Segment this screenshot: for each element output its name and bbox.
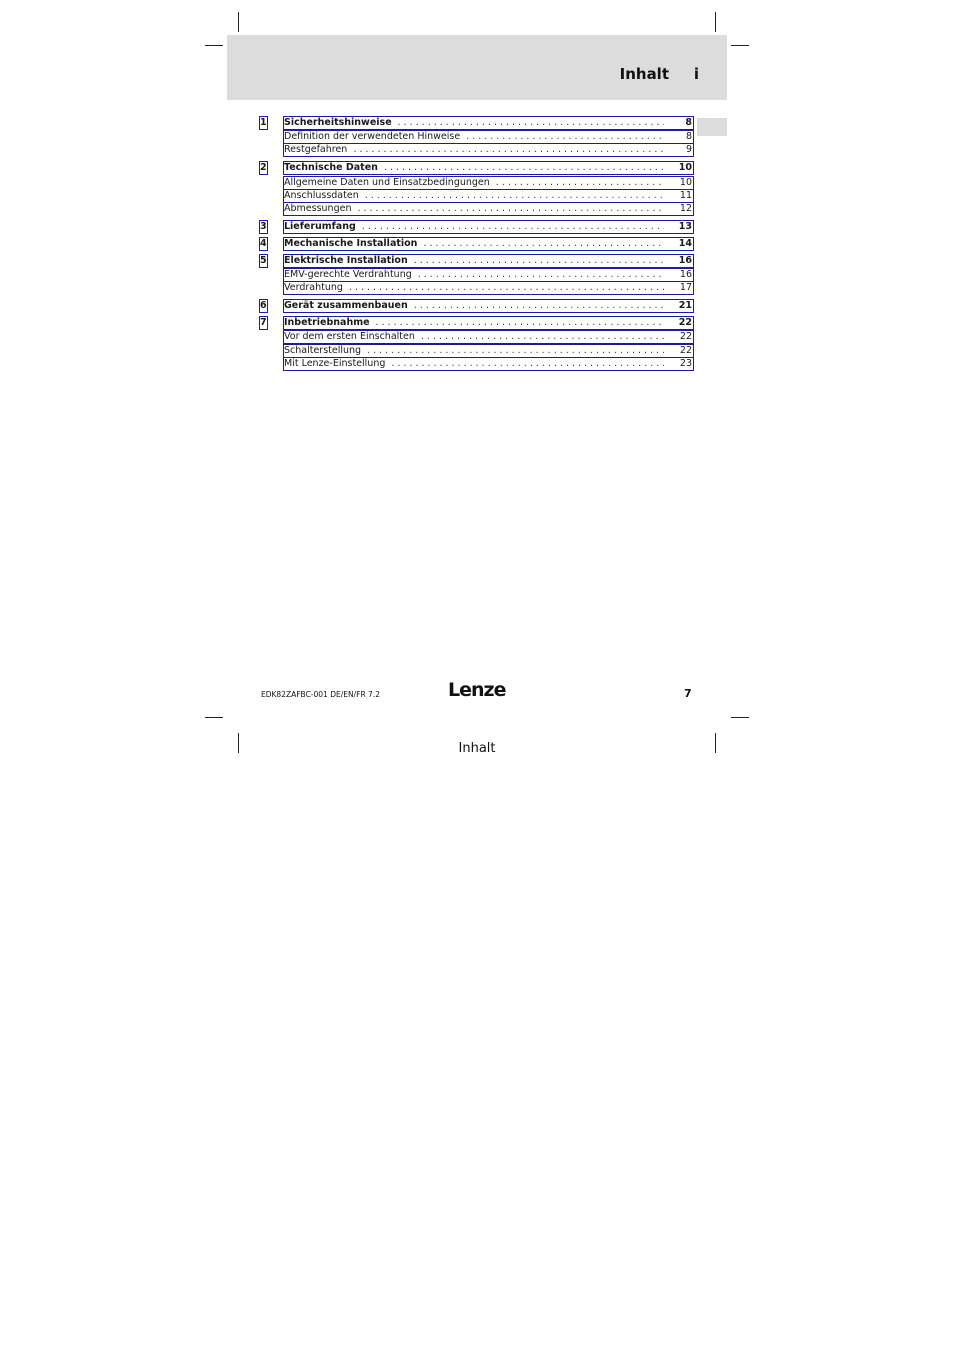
dot-leader <box>391 358 664 370</box>
toc-entry-label: EMV-gerechte Verdrahtung <box>284 269 412 280</box>
toc-page-number: 16 <box>679 269 692 280</box>
toc-chapter-number[interactable]: 5 <box>260 255 267 266</box>
toc-section-entry[interactable] <box>284 269 693 281</box>
toc-entry-label: Anschlussdaten <box>284 190 359 201</box>
toc-page-number: 11 <box>679 190 692 201</box>
toc-page-number: 9 <box>685 144 692 155</box>
toc-page-number: 10 <box>678 162 692 173</box>
toc-entry-label: Elektrische Installation <box>284 255 408 266</box>
toc-section-entry[interactable] <box>284 131 693 143</box>
toc-page-number: 16 <box>678 255 692 266</box>
toc-section-entry[interactable] <box>284 203 693 215</box>
document-id: EDK82ZAFBC-001 DE/EN/FR 7.2 <box>261 690 380 699</box>
toc-chapter-entry[interactable] <box>284 317 693 329</box>
toc-page-number: 14 <box>678 238 692 249</box>
toc-section-entry[interactable] <box>284 331 693 343</box>
section-marker: i <box>693 65 699 83</box>
page-number: 7 <box>684 687 692 700</box>
lenze-logo: Lenze <box>448 679 506 701</box>
toc-chapter-number[interactable]: 6 <box>260 300 267 311</box>
dot-leader <box>357 203 664 215</box>
crop-mark <box>715 12 716 32</box>
toc-chapter-number[interactable]: 2 <box>260 162 267 173</box>
toc-entry-label: Gerät zusammenbauen <box>284 300 408 311</box>
crop-mark <box>238 12 239 32</box>
toc-chapter-entry[interactable] <box>284 221 693 233</box>
page-header <box>227 35 727 100</box>
dot-leader <box>414 255 664 267</box>
toc-chapter-number[interactable]: 3 <box>260 221 267 232</box>
toc-page-number: 17 <box>679 282 692 293</box>
page-title: Inhalt <box>619 65 669 83</box>
side-tab <box>697 118 727 136</box>
toc-entry-label: Definition der verwendeten Hinweise <box>284 131 461 142</box>
toc-section-entry[interactable] <box>284 345 693 357</box>
dot-leader <box>421 331 664 343</box>
crop-mark <box>205 45 223 46</box>
toc-chapter-entry[interactable] <box>284 300 693 312</box>
toc-entry-label: Verdrahtung <box>284 282 343 293</box>
dot-leader <box>398 117 664 129</box>
toc-chapter-number[interactable]: 1 <box>260 117 267 128</box>
toc-section-entry[interactable] <box>284 144 693 156</box>
dot-leader <box>362 221 664 233</box>
toc-page-number: 10 <box>679 177 692 188</box>
toc-section-entry[interactable] <box>284 358 693 370</box>
toc-section-entry[interactable] <box>284 190 693 202</box>
toc-page-number: 8 <box>685 131 692 142</box>
toc-chapter-entry[interactable] <box>284 162 693 174</box>
toc-entry-label: Restgefahren <box>284 144 348 155</box>
toc-section-entry[interactable] <box>284 282 693 294</box>
toc-entry-label: Mit Lenze-Einstellung <box>284 358 386 369</box>
dot-leader <box>418 269 664 281</box>
crop-mark <box>205 717 223 718</box>
toc-entry-label: Lieferumfang <box>284 221 356 232</box>
dot-leader <box>414 300 664 312</box>
toc-chapter-entry[interactable] <box>284 238 693 250</box>
toc-chapter-number[interactable]: 7 <box>260 317 267 328</box>
toc-page-number: 22 <box>678 317 692 328</box>
dot-leader <box>365 190 664 202</box>
dot-leader <box>423 238 664 250</box>
toc-entry-label: Allgemeine Daten und Einsatzbedingungen <box>284 177 490 188</box>
toc-entry-label: Inbetriebnahme <box>284 317 370 328</box>
toc-page-number: 21 <box>678 300 692 311</box>
toc-page-number: 12 <box>679 203 692 214</box>
dot-leader <box>367 345 664 357</box>
toc-chapter-number[interactable]: 4 <box>260 238 267 249</box>
toc-chapter-entry[interactable] <box>284 117 693 129</box>
dot-leader <box>353 144 664 156</box>
toc-chapter-entry[interactable] <box>284 255 693 267</box>
toc-page-number: 8 <box>685 117 692 128</box>
toc-page-number: 22 <box>679 345 692 356</box>
toc-section-entry[interactable] <box>284 177 693 189</box>
toc-page-number: 13 <box>678 221 692 232</box>
toc-entry-label: Sicherheitshinweise <box>284 117 392 128</box>
dot-leader <box>496 177 664 189</box>
dot-leader <box>376 317 664 329</box>
toc-entry-label: Abmessungen <box>284 203 352 214</box>
crop-mark <box>731 717 749 718</box>
dot-leader <box>466 131 664 143</box>
dot-leader <box>349 282 664 294</box>
dot-leader <box>384 162 664 174</box>
toc-entry-label: Mechanische Installation <box>284 238 418 249</box>
toc-entry-label: Vor dem ersten Einschalten <box>284 331 415 342</box>
toc-page-number: 23 <box>679 358 692 369</box>
toc-entry-label: Technische Daten <box>284 162 378 173</box>
caption: Inhalt <box>458 741 496 756</box>
crop-mark <box>731 45 749 46</box>
toc-entry-label: Schalterstellung <box>284 345 362 356</box>
toc-page-number: 22 <box>679 331 692 342</box>
